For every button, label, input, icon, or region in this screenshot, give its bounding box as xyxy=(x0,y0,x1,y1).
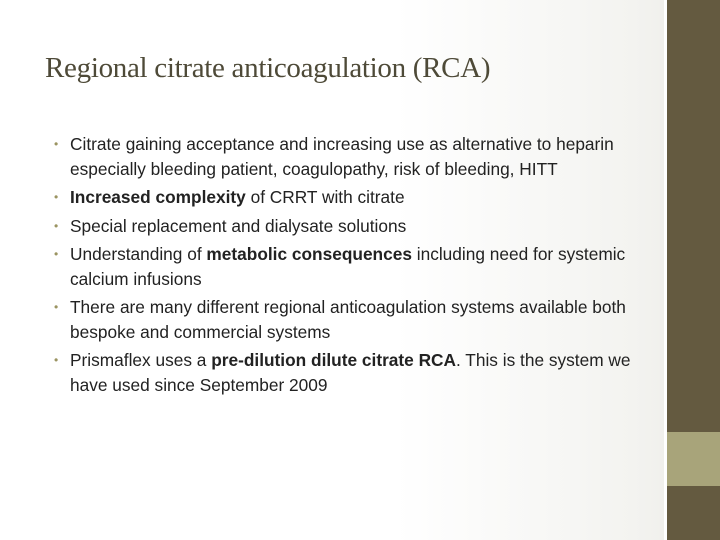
bullet-emphasis: pre-dilution dilute citrate RCA xyxy=(211,350,457,370)
bullet-icon: • xyxy=(54,353,59,367)
bullet-text: Prismaflex uses a xyxy=(70,350,212,370)
bullet-icon: • xyxy=(54,218,59,233)
bullet-list xyxy=(54,132,640,401)
bullet-emphasis: Increased complexity xyxy=(70,187,246,207)
bullet-icon: • xyxy=(54,137,59,151)
bullet-item xyxy=(54,295,640,344)
bullet-item xyxy=(54,214,640,239)
bullet-text: of CRRT with citrate xyxy=(245,187,405,207)
bullet-item xyxy=(54,348,640,397)
bullet-item xyxy=(54,185,640,210)
sidebar-accent-block xyxy=(667,432,720,486)
bullet-text: Citrate gaining acceptance and increasing use as alternative to heparin especially bleeding patient, coagulopathy, risk of bleeding, HITT xyxy=(70,134,614,179)
bullet-item xyxy=(54,132,640,181)
bullet-text: . This is the system we have used since September 2009 xyxy=(70,350,631,395)
slide-title: Regional citrate anticoagulation (RCA) xyxy=(45,52,491,84)
bullet-icon: • xyxy=(54,300,59,314)
bullet-text: There are many different regional anticoagulation systems available both bespoke and commercial systems xyxy=(70,297,626,342)
bullet-item xyxy=(54,242,640,291)
bullet-text: including need for systemic calcium infusions xyxy=(70,244,626,289)
bullet-icon: • xyxy=(54,247,59,261)
bullet-emphasis: metabolic consequences xyxy=(206,244,412,264)
bullet-text: Special replacement and dialysate solutions xyxy=(70,215,407,236)
bullet-icon: • xyxy=(54,190,59,204)
bullet-text: Understanding of xyxy=(70,244,207,264)
